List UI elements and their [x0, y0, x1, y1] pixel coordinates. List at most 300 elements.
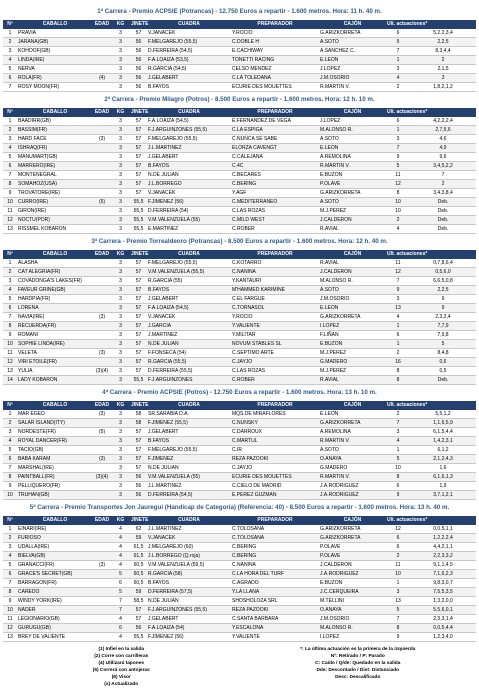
- table-cell: B.FAYOS: [148, 163, 170, 169]
- table-cell: 13: [395, 305, 401, 311]
- table-row: [3, 29, 476, 38]
- column-header: PREPARADOR: [257, 21, 293, 27]
- table-cell: M.J.PEREZ: [320, 368, 347, 374]
- column-header: CUADRA: [178, 109, 200, 115]
- column-header: Nº: [7, 251, 13, 257]
- table-cell: C.LA HORA DEL TURF: [232, 571, 284, 577]
- table-cell: 3: [119, 48, 122, 54]
- table-row: [3, 561, 476, 570]
- column-header: CABALLO: [42, 21, 68, 27]
- legend-line: Desc: Descalificado: [335, 675, 381, 680]
- table-cell: 1: [396, 580, 400, 586]
- table-cell: 3: [119, 217, 122, 223]
- table-cell: 4,2,2,2,4: [433, 118, 453, 124]
- race-section: [3, 500, 476, 642]
- table-cell: 60,5: [133, 562, 144, 568]
- legend: [3, 646, 476, 688]
- table-cell: V.JANACEK: [148, 314, 176, 320]
- table-cell: 3: [119, 190, 122, 196]
- table-cell: 9: [396, 634, 400, 640]
- table-cell: [93, 304, 111, 312]
- table-cell: 2: [441, 57, 445, 63]
- table-cell: 3: [119, 456, 122, 462]
- table-cell: 4: [8, 145, 12, 151]
- table-row: [3, 446, 476, 455]
- table-cell: RECUERDA(FR): [18, 323, 57, 329]
- table-cell: NORDESTE(FR): [18, 429, 56, 435]
- table-row: [3, 615, 476, 624]
- table-cell: R.AVIAL: [320, 226, 339, 232]
- table-body: [3, 525, 476, 642]
- table-row: [3, 376, 476, 385]
- table-cell: 58: [135, 411, 142, 417]
- table-cell: 3: [8, 48, 12, 54]
- table-header: [3, 20, 476, 29]
- table-row: [3, 198, 476, 207]
- table-cell: 1: [396, 341, 400, 347]
- table-cell: 11: [395, 260, 401, 266]
- table-cell: 6: [396, 118, 400, 124]
- table-cell: F.A.LOAIZA (54,5): [148, 118, 189, 124]
- column-header: CUADRA: [178, 402, 200, 408]
- table-cell: 57: [135, 190, 142, 196]
- table-cell: 10: [7, 607, 13, 613]
- table-cell: 8: [8, 181, 12, 187]
- table-cell: 3: [119, 127, 122, 133]
- table-cell: P.OLAVE: [320, 544, 341, 550]
- table-cell: 16: [395, 359, 401, 365]
- table-cell: 4,6: [439, 136, 447, 142]
- table-cell: UDALLA(IRE): [18, 544, 50, 550]
- table-cell: 57: [135, 359, 142, 365]
- table-cell: 60,5: [133, 580, 144, 586]
- table-cell: 7: [8, 172, 12, 178]
- table-cell: C.ROBER: [232, 226, 255, 232]
- table-cell: ROMANI: [18, 332, 38, 338]
- table-cell: 3,7,1,2,1: [433, 492, 453, 498]
- table-cell: 57: [135, 429, 142, 435]
- table-cell: 11: [7, 616, 13, 622]
- table-cell: 57: [135, 314, 142, 320]
- table-cell: 3: [119, 260, 122, 266]
- table-cell: [93, 171, 111, 179]
- table-cell: [93, 624, 111, 632]
- table-cell: MONTENEGRAL: [18, 172, 57, 178]
- table-cell: [93, 534, 111, 542]
- table-cell: MARRERO(IRE): [18, 163, 56, 169]
- table-cell: F.FONSECA (54): [148, 350, 187, 356]
- table-cell: 1: [396, 57, 400, 63]
- table-cell: D.FERREIRA (54,5): [148, 492, 193, 498]
- table-cell: 57: [135, 465, 142, 471]
- table-cell: MANUMART(GB): [18, 154, 58, 160]
- table-cell: 3: [119, 118, 122, 124]
- table-cell: Deb.: [437, 208, 449, 214]
- table-cell: C.DARROUX: [232, 429, 263, 435]
- table-cell: WINDY YORK(IRE): [18, 598, 62, 604]
- table-cell: [93, 225, 111, 233]
- table-cell: 2,7,5,6: [435, 127, 451, 133]
- column-header: KG: [116, 21, 125, 27]
- table-cell: J.M.OSORIO: [320, 616, 350, 622]
- table-cell: J.CALDERON: [320, 269, 352, 275]
- table-cell: 57: [135, 350, 142, 356]
- legend-right: [240, 646, 477, 688]
- table-cell: R.MARTIN V.: [320, 474, 350, 480]
- table-cell: 3: [119, 411, 122, 417]
- table-cell: E.BUZON: [320, 172, 343, 178]
- table-row: [3, 295, 476, 304]
- table-cell: 3: [119, 181, 122, 187]
- table-cell: 2,2,5: [437, 287, 449, 293]
- table-cell: 1,6: [439, 465, 447, 471]
- table-cell: 3: [119, 278, 122, 284]
- table-cell: 0,0,5,1,1: [433, 526, 453, 532]
- table-cell: 11: [395, 172, 401, 178]
- table-cell: 3: [396, 66, 400, 72]
- table-cell: 1,4,2,3,1: [433, 438, 453, 444]
- table-cell: 3: [119, 75, 122, 81]
- table-row: [3, 216, 476, 225]
- table-header: [3, 108, 476, 117]
- table-cell: ROSY MOON(FR): [18, 84, 60, 90]
- table-cell: 7: [119, 607, 122, 613]
- table-cell: 3: [119, 483, 122, 489]
- table-cell: BASSIM(FR): [18, 127, 47, 133]
- table-cell: 57: [135, 260, 142, 266]
- table-cell: 5: [396, 39, 400, 45]
- table-cell: 4: [396, 314, 400, 320]
- table-cell: E.BUZON: [320, 341, 343, 347]
- table-cell: J.C.CERQUEIRA: [320, 589, 359, 595]
- table-cell: F.A.LOAIZA (54): [148, 625, 185, 631]
- table-cell: 57: [135, 136, 142, 142]
- table-cell: C.NUNCA SE SABE: [232, 136, 278, 142]
- table-cell: 12: [7, 625, 13, 631]
- table-row: [3, 144, 476, 153]
- table-row: [3, 543, 476, 552]
- table-cell: 57: [135, 456, 142, 462]
- table-cell: 5: [396, 163, 400, 169]
- table-cell: N.DE JULIAN: [148, 341, 179, 347]
- table-cell: Y.ROCIO: [232, 30, 253, 36]
- table-cell: Y.ESCALONA: [232, 625, 264, 631]
- table-cell: 3: [8, 544, 12, 550]
- column-header: Ult. actuaciones*: [387, 402, 428, 408]
- table-cell: 56: [135, 625, 142, 631]
- table-cell: 10: [7, 199, 13, 205]
- table-cell: [93, 491, 111, 499]
- table-cell: 3,4,5,2,2: [433, 163, 453, 169]
- column-header: JINETE: [131, 517, 149, 523]
- table-cell: 3: [119, 492, 122, 498]
- table-cell: (3): [98, 314, 106, 320]
- table-row: [3, 367, 476, 376]
- legend-line: (4) Utilizará tapones: [98, 661, 145, 666]
- table-cell: [93, 277, 111, 285]
- table-cell: 8: [8, 474, 12, 480]
- table-cell: 55,5: [133, 208, 144, 214]
- table-cell: Y.AGF: [232, 190, 247, 196]
- table-cell: C.MEDITERRANEO: [232, 199, 278, 205]
- table-row: [3, 525, 476, 534]
- table-cell: 7: [8, 84, 12, 90]
- table-cell: Y.ROCIO: [232, 314, 253, 320]
- table-cell: 6: [8, 305, 12, 311]
- table-row: [3, 349, 476, 358]
- table-cell: C.LA ESPIGA: [232, 127, 263, 133]
- column-header: CUADRA: [178, 251, 200, 257]
- table-cell: 4: [119, 544, 122, 550]
- table-cell: 7,9,8: [437, 332, 449, 338]
- table-cell: J.GELABERT: [148, 296, 179, 302]
- column-header: PREPARADOR: [257, 517, 293, 523]
- column-header: Nº: [7, 109, 13, 115]
- table-row: [3, 162, 476, 171]
- table-cell: E.MARTINEZ: [148, 226, 179, 232]
- table-row: [3, 286, 476, 295]
- table-row: [3, 180, 476, 189]
- table-cell: E.FERNANDEZ DE VEGA: [232, 118, 291, 124]
- table-cell: 3: [119, 57, 122, 63]
- table-cell: 57: [135, 305, 142, 311]
- table-cell: 56: [135, 474, 142, 480]
- table-cell: E.LEON: [320, 57, 339, 63]
- table-cell: 57: [135, 616, 142, 622]
- table-cell: 3: [119, 199, 122, 205]
- table-cell: 1,9: [439, 483, 447, 489]
- table-cell: 6: [396, 483, 400, 489]
- table-cell: R.GARCIA (58): [148, 571, 183, 577]
- table-cell: [93, 579, 111, 587]
- table-cell: 7: [8, 314, 12, 320]
- table-cell: LINDA(IRE): [18, 57, 45, 63]
- table-cell: 3: [119, 377, 122, 383]
- table-cell: REZA PAZOOKI: [232, 607, 269, 613]
- table-cell: A.SOTO: [320, 287, 339, 293]
- table-cell: PAINTBALL(FR): [18, 474, 55, 480]
- table-cell: E.LEON: [320, 411, 339, 417]
- table-cell: 56: [135, 66, 142, 72]
- legend-left: [3, 646, 240, 688]
- table-cell: 57: [135, 30, 142, 36]
- table-cell: 3: [119, 84, 122, 90]
- table-cell: 2: [8, 269, 12, 275]
- column-header: Ult. actuaciones*: [387, 21, 428, 27]
- table-cell: 56: [135, 39, 142, 45]
- table-row: [3, 340, 476, 349]
- table-cell: 57: [135, 447, 142, 453]
- table-cell: 12: [7, 359, 13, 365]
- legend-line: Nº: Retirado / P: Parado: [330, 654, 385, 659]
- table-cell: [93, 286, 111, 294]
- table-cell: C.CIELO DE MADRID: [232, 483, 282, 489]
- table-cell: C.LAS ROZAS: [232, 368, 266, 374]
- table-cell: 1,2,3,4,0: [433, 634, 453, 640]
- table-cell: M'HAMMED KARIMINE: [232, 287, 285, 293]
- table-cell: 13: [7, 368, 13, 374]
- table-cell: G.MADERO: [320, 359, 348, 365]
- table-cell: 3: [119, 368, 122, 374]
- column-header: KG: [116, 517, 125, 523]
- table-row: [3, 189, 476, 198]
- table-cell: 57: [135, 145, 142, 151]
- table-cell: SHOSHOLOZA SRL: [232, 598, 278, 604]
- table-cell: 9: [441, 296, 445, 302]
- table-cell: BARRAGON(FR): [18, 580, 57, 586]
- table-cell: (3): [98, 562, 106, 568]
- table-cell: 12: [395, 526, 401, 532]
- legend-line: Dde: Descontado / Dist: Distanciado: [316, 668, 400, 673]
- table-cell: CAT ALEGRIA(FR): [18, 269, 61, 275]
- column-header: PREPARADOR: [257, 109, 293, 115]
- column-header: Nº: [7, 21, 13, 27]
- table-cell: 10: [395, 199, 401, 205]
- table-row: [3, 410, 476, 419]
- table-cell: F.MELGAREJO (55,5): [148, 136, 198, 142]
- table-cell: J.GELABERT: [148, 75, 179, 81]
- table-cell: 2,1,2,4,3: [433, 456, 453, 462]
- table-cell: SALAR ISLAND(ITY): [18, 420, 65, 426]
- table-cell: 8: [396, 377, 400, 383]
- table-cell: 3: [396, 136, 400, 142]
- table-cell: 6: [8, 456, 12, 462]
- table-row: [3, 358, 476, 367]
- table-cell: 14: [7, 377, 13, 383]
- table-cell: D.FERREIRA (55,5): [148, 368, 193, 374]
- table-cell: 55,5: [133, 217, 144, 223]
- table-cell: V.M.VALENZUELA (55,5): [148, 269, 205, 275]
- column-header: EDAD: [94, 402, 110, 408]
- table-cell: 6: [119, 580, 122, 586]
- table-cell: Y.MILITAR: [232, 332, 256, 338]
- table-cell: 6,1,5,4,4: [433, 429, 453, 435]
- table-cell: B.FAYOS: [148, 287, 170, 293]
- table-cell: [93, 126, 111, 134]
- table-cell: [93, 543, 111, 551]
- table-cell: 55,5: [133, 634, 144, 640]
- table-cell: 1,8,2,1,2: [433, 84, 453, 90]
- table-cell: [93, 633, 111, 641]
- table-cell: 3: [119, 447, 122, 453]
- table-cell: 58,5: [133, 598, 144, 604]
- table-row: [3, 277, 476, 286]
- table-cell: NAVIA(IRE): [18, 314, 45, 320]
- race-title: 2ª Carrera - Premio Milagro (Potros) - 8.500 Euros a repartir - 1.600 metros. Hora: 12 h. 10 m.: [3, 92, 476, 108]
- table-cell: 5: [8, 66, 12, 72]
- table-cell: 3: [441, 75, 445, 81]
- table-cell: V.M.VALENZUELA (55): [148, 474, 200, 480]
- table-cell: A.SOTO: [320, 199, 339, 205]
- table-cell: E.BUZON: [320, 580, 343, 586]
- table-cell: TACIO(GB): [18, 447, 44, 453]
- table-row: [3, 606, 476, 615]
- column-header: CAJÓN: [343, 402, 362, 408]
- table-cell: C.EL FARGUE: [232, 296, 265, 302]
- table-cell: J.A.RODRIGUEZ: [320, 492, 359, 498]
- table-cell: 4: [119, 535, 122, 541]
- table-cell: F.A.LOAIZA (54,5): [148, 305, 189, 311]
- table-cell: MARSHAL(IRE): [18, 465, 54, 471]
- table-cell: [93, 376, 111, 384]
- table-cell: [93, 83, 111, 91]
- race-title: 1ª Carrera - Premio ACPSIE (Potrancas) - 12.750 Euros a repartir - 1.600 metros. Hora: 11 h. 40 m.: [3, 4, 476, 20]
- table-cell: 3: [8, 278, 12, 284]
- table-row: [3, 304, 476, 313]
- table-cell: 62: [135, 526, 142, 532]
- table-cell: 6,1,6,1,3: [433, 474, 453, 480]
- table-cell: N.DE JULIAN: [148, 465, 179, 471]
- table-cell: 10: [395, 571, 401, 577]
- race-title: 4ª Carrera - Premio ACPSIE (Potros) - 12.750 Euros a repartir - 1.600 metros. Hora: 13 h. 10 m.: [3, 385, 476, 401]
- table-cell: J.GELABERT: [148, 429, 179, 435]
- table-cell: [93, 525, 111, 533]
- table-cell: 7: [8, 580, 12, 586]
- table-cell: 1,1,6,5,9: [433, 420, 453, 426]
- table-cell: [93, 207, 111, 215]
- column-header: JINETE: [131, 21, 149, 27]
- table-cell: J.M.OSORIO: [320, 75, 350, 81]
- column-header: KG: [116, 109, 125, 115]
- table-cell: J.LOPEZ: [320, 66, 341, 72]
- table-cell: C.AGRADO: [232, 580, 259, 586]
- table-row: [3, 47, 476, 56]
- table-cell: 1: [396, 127, 400, 133]
- table-cell: [93, 340, 111, 348]
- table-cell: J.L.BORREGO: [148, 181, 182, 187]
- table-cell: 3: [396, 296, 400, 302]
- table-row: [3, 171, 476, 180]
- table-cell: C.MARTUL: [232, 438, 258, 444]
- table-cell: 7: [396, 48, 400, 54]
- table-cell: 3: [119, 323, 122, 329]
- table-cell: 3: [119, 208, 122, 214]
- table-cell: ECURIE DES MOUETTES: [232, 474, 292, 480]
- table-body: [3, 117, 476, 234]
- table-cell: 3: [119, 287, 122, 293]
- column-header: CUADRA: [178, 21, 200, 27]
- table-cell: JARANA(GB): [18, 39, 49, 45]
- table-cell: [93, 597, 111, 605]
- table-cell: FAVEUR GRINE(GB): [18, 287, 66, 293]
- table-cell: C.SEPTIMO ARTE: [232, 350, 274, 356]
- racecard: [3, 4, 476, 688]
- table-cell: I.LOPEZ: [320, 323, 340, 329]
- table-cell: 13: [7, 226, 13, 232]
- table-cell: 2,2,3,3,2: [433, 553, 453, 559]
- legend-line: (x) Actualizado: [104, 682, 139, 687]
- table-row: [3, 207, 476, 216]
- table-cell: 57: [135, 127, 142, 133]
- table-cell: C.TOLOSANA: [232, 526, 265, 532]
- table-cell: LEGIONARIO(GB): [18, 616, 60, 622]
- table-cell: F.JIMENEZ: [148, 456, 174, 462]
- table-cell: R.GARCIA (55): [148, 278, 183, 284]
- table-cell: 9,6: [439, 154, 447, 160]
- table-cell: J.GELABERT: [148, 154, 179, 160]
- table-cell: G.ARIZKORRETA: [320, 526, 361, 532]
- table-cell: D.FERREIRA (54,5): [148, 48, 193, 54]
- table-cell: C.MILD WEST: [232, 217, 265, 223]
- column-header: CAJÓN: [343, 251, 362, 257]
- table-cell: 2: [8, 420, 12, 426]
- table-cell: 3: [119, 30, 122, 36]
- table-cell: 3: [119, 39, 122, 45]
- race-title: 5ª Carrera - Premio Transportes Jon Jauregui (Handicap de Categoría) (Referencia: 40) - 8.500 Euros a repartir - 1.600 metros. Hora: 13 h. 40 m.: [3, 500, 476, 516]
- legend-line: (5) Correrá con antojeras: [92, 668, 150, 673]
- column-header: CUADRA: [178, 517, 200, 523]
- table-cell: C.NANINA: [232, 562, 256, 568]
